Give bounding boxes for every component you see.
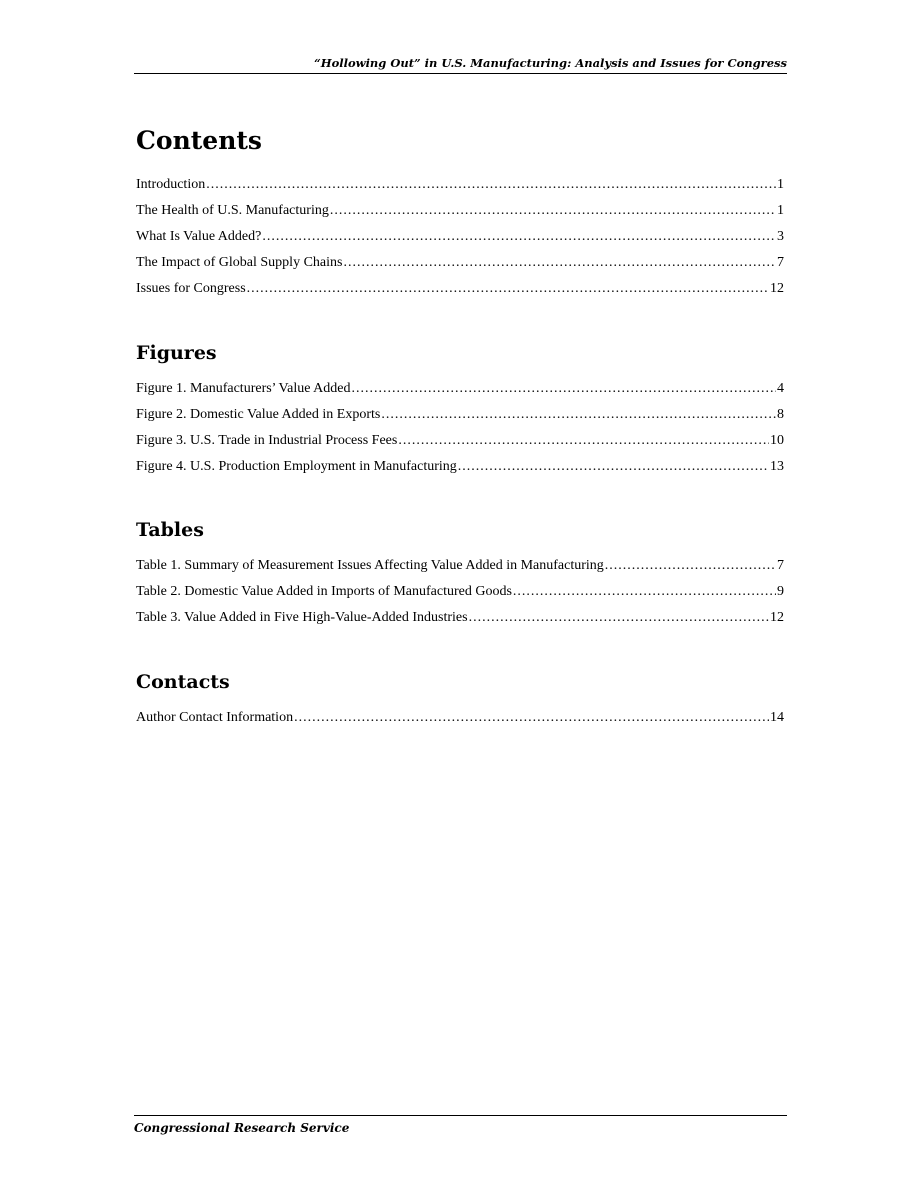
- toc-entry-label: Figure 3. U.S. Trade in Industrial Process Fees: [136, 433, 398, 448]
- toc-entry-supply-chains[interactable]: [136, 254, 784, 280]
- toc-entry-page: 7: [777, 255, 784, 270]
- toc-entry-label: What Is Value Added?: [136, 229, 262, 244]
- contacts-heading: Contacts: [136, 671, 230, 693]
- dot-leader: [206, 176, 776, 194]
- toc-entry-page: 12: [770, 610, 784, 625]
- toc-entry-table-2[interactable]: [136, 583, 784, 609]
- toc-entry-page: 10: [770, 433, 784, 448]
- dot-leader: [398, 432, 769, 450]
- toc-entry-label: Figure 2. Domestic Value Added in Exports: [136, 407, 381, 422]
- figures-heading: Figures: [136, 342, 217, 364]
- toc-entry-page: 13: [770, 459, 784, 474]
- toc-entry-figure-3[interactable]: [136, 432, 784, 458]
- dot-leader: [247, 280, 769, 298]
- toc-entry-label: Figure 1. Manufacturers’ Value Added: [136, 381, 351, 396]
- tables-heading: Tables: [136, 519, 204, 541]
- toc-entry-page: 8: [777, 407, 784, 422]
- toc-entry-page: 14: [770, 710, 784, 725]
- toc-entry-figure-2[interactable]: [136, 406, 784, 432]
- toc-entry-label: Figure 4. U.S. Production Employment in Manufacturing: [136, 459, 457, 474]
- toc-entry-label: Table 1. Summary of Measurement Issues Affecting Value Added in Manufacturing: [136, 558, 604, 573]
- dot-leader: [469, 609, 769, 627]
- tables-list: [136, 557, 784, 635]
- figures-list: [136, 380, 784, 484]
- toc-entry-author-contact[interactable]: [136, 709, 784, 735]
- toc-entry-table-1[interactable]: [136, 557, 784, 583]
- toc-entry-label: The Health of U.S. Manufacturing: [136, 203, 329, 218]
- toc-entry-issues[interactable]: [136, 280, 784, 306]
- toc-entry-page: 3: [777, 229, 784, 244]
- dot-leader: [605, 557, 776, 575]
- dot-leader: [513, 583, 776, 601]
- toc-entry-value-added[interactable]: [136, 228, 784, 254]
- toc-entry-label: Author Contact Information: [136, 710, 294, 725]
- toc-entry-label: Introduction: [136, 177, 206, 192]
- toc-entry-label: The Impact of Global Supply Chains: [136, 255, 343, 270]
- toc-entry-introduction[interactable]: [136, 176, 784, 202]
- toc-entry-page: 12: [770, 281, 784, 296]
- toc-entry-page: 4: [777, 381, 784, 396]
- dot-leader: [381, 406, 776, 424]
- toc-entry-page: 7: [777, 558, 784, 573]
- contacts-list: [136, 709, 784, 735]
- toc-entry-label: Issues for Congress: [136, 281, 246, 296]
- contents-heading: Contents: [136, 126, 263, 155]
- toc-entry-figure-1[interactable]: [136, 380, 784, 406]
- toc-entry-table-3[interactable]: [136, 609, 784, 635]
- contents-list: [136, 176, 784, 306]
- dot-leader: [351, 380, 776, 398]
- running-header-title: “Hollowing Out” in U.S. Manufacturing: Analysis and Issues for Congress: [314, 56, 787, 70]
- footer-publisher: Congressional Research Service: [134, 1121, 350, 1135]
- running-footer: [134, 1115, 787, 1136]
- toc-entry-figure-4[interactable]: [136, 458, 784, 484]
- toc-entry-page: 9: [777, 584, 784, 599]
- dot-leader: [343, 254, 776, 272]
- toc-entry-health[interactable]: [136, 202, 784, 228]
- dot-leader: [458, 458, 769, 476]
- toc-entry-page: 1: [777, 203, 784, 218]
- dot-leader: [262, 228, 776, 246]
- dot-leader: [294, 709, 769, 727]
- toc-entry-label: Table 2. Domestic Value Added in Imports of Manufactured Goods: [136, 584, 512, 599]
- toc-entry-label: Table 3. Value Added in Five High-Value-Added Industries: [136, 610, 468, 625]
- toc-entry-page: 1: [777, 177, 784, 192]
- dot-leader: [330, 202, 776, 220]
- running-header: [134, 56, 787, 74]
